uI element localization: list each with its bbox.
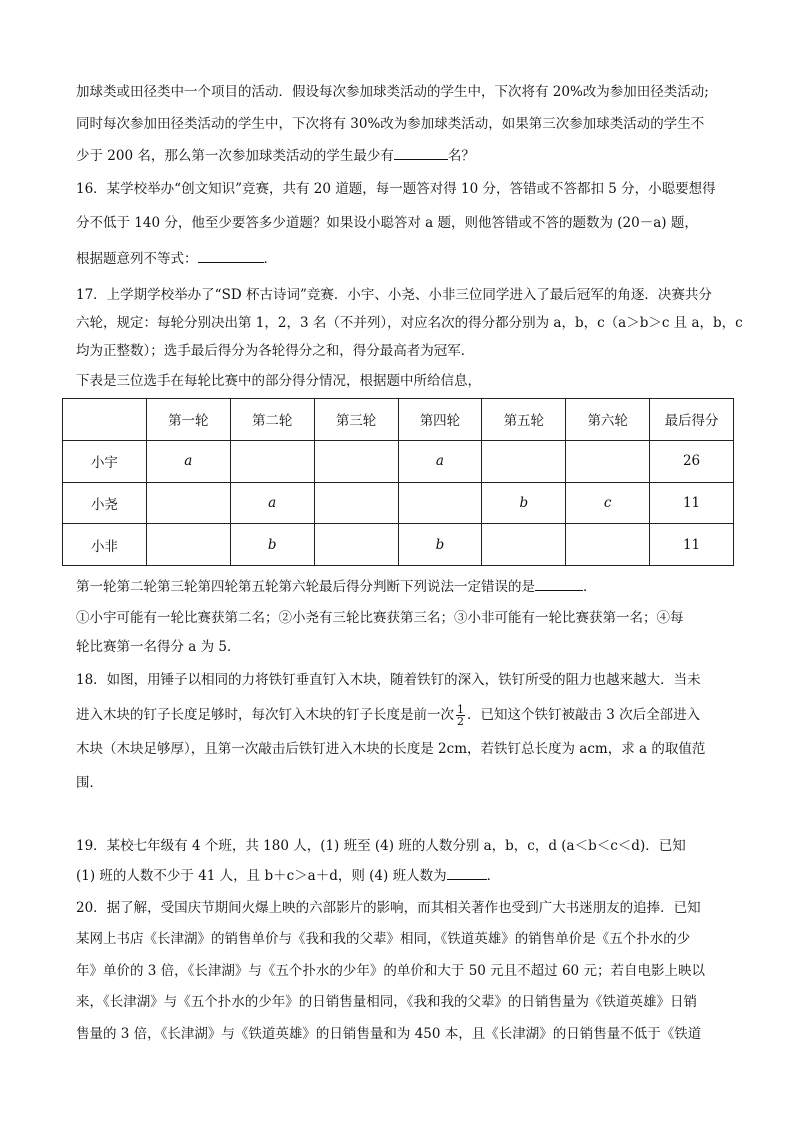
q18-line-1: 18．如图，用锤子以相同的力将铁钉垂直钉入木块，随着铁钉的深入，铁钉所受的阻力也越来越大．当未 (76, 672, 701, 688)
q17-after-table-text: 第一轮第二轮第三轮第四轮第五轮第六轮最后得分判断下列说法一定错误的是 (76, 579, 535, 595)
table-header-cell: 第六轮 (566, 399, 650, 441)
table-cell (146, 524, 230, 566)
table-cell: 11 (650, 524, 734, 566)
table-header-row (63, 399, 734, 441)
q17-line-1: 17．上学期学校举办了“SD 杯古诗词”竞赛．小宇、小尧、小非三位同学进入了最后冠军的角逐．决赛共分 (76, 287, 712, 303)
q16-line-3-text: 根据题意列不等式： (76, 251, 198, 267)
table-cell: c (566, 482, 650, 524)
table-cell (566, 524, 650, 566)
table-cell: 小尧 (63, 482, 147, 524)
q17-options-1: ①小宇可能有一轮比赛获第二名；②小尧有三轮比赛获第三名；③小非可能有一轮比赛获第一名；④每 (76, 610, 684, 626)
table-header-cell: 第一轮 (146, 399, 230, 441)
table-header-cell (63, 399, 147, 441)
table-cell: a (230, 482, 314, 524)
table-cell: 26 (650, 440, 734, 482)
table-header-cell: 第二轮 (230, 399, 314, 441)
q16-line-1: 16．某学校举办“创文知识”竞赛，共有 20 道题，每一题答对得 10 分，答错或不答都扣 5 分，小聪要想得 (76, 181, 716, 197)
fraction-numerator: 1 (457, 703, 464, 716)
table-cell (566, 440, 650, 482)
fraction-one-half (456, 704, 465, 727)
q15-line-3-end: 名？ (447, 148, 475, 164)
answer-blank (394, 147, 448, 160)
table-cell: 小非 (63, 524, 147, 566)
q20-line-1: 20．据了解，受国庆节期间火爆上映的六部影片的影响，而其相关著作也受到广大书迷朋友的追捧．已知 (76, 900, 701, 916)
table-header-cell: 第五轮 (482, 399, 566, 441)
table-row (63, 524, 734, 566)
table-header-cell: 第三轮 (314, 399, 398, 441)
q17-options-2: 轮比赛第一名得分 a 为 5． (76, 639, 241, 655)
fraction-denominator: 2 (457, 715, 464, 728)
table-cell (314, 440, 398, 482)
table-cell: b (398, 524, 482, 566)
table-cell (398, 482, 482, 524)
q20-line-2: 某网上书店《长津湖》的销售单价与《我和我的父辈》相同，《铁道英雄》的销售单价是《五个扑水的少 (76, 931, 691, 947)
q18-line-4: 围． (76, 775, 103, 791)
q17-line-3: 均为正整数）；选手最后得分为各轮得分之和，得分最高者为冠军． (76, 343, 475, 359)
q17-after-table (76, 578, 726, 596)
q19-line-2 (76, 867, 726, 885)
answer-blank (447, 867, 487, 880)
table-cell (146, 482, 230, 524)
table-cell: a (146, 440, 230, 482)
q18-line-2-end: ．已知这个铁钉被敲击 3 次后全部进入 (467, 707, 701, 723)
score-table (62, 398, 734, 566)
q17-line-2: 六轮，规定：每轮分别决出第 1，2，3 名（不并列），对应名次的得分都分别为 a，b，c（a＞b＞c 且 a，b，c (76, 315, 743, 331)
table-cell (314, 482, 398, 524)
table-cell (482, 440, 566, 482)
q15-line-3-text: 少于 200 名，那么第一次参加球类活动的学生最少有 (76, 148, 394, 164)
q19-line-2-end: ． (486, 868, 501, 884)
answer-blank (535, 578, 583, 591)
q20-line-4: 来，《长津湖》与《五个扑水的少年》的日销售量相同，《我和我的父辈》的日销售量为《铁道英雄》日销 (76, 994, 697, 1010)
q20-line-3: 年》单价的 3 倍，《长津湖》与《五个扑水的少年》的单价和大于 50 元且不超过 60 元；若自电影上映以 (76, 963, 705, 979)
q16-line-3 (76, 250, 726, 268)
table-cell: b (482, 482, 566, 524)
q16-line-2: 分不低于 140 分，他至少要答多少道题？如果设小聪答对 a 题，则他答错或不答的题数为 (20－a) 题， (76, 215, 698, 231)
table-header-cell: 第四轮 (398, 399, 482, 441)
table-cell: 11 (650, 482, 734, 524)
answer-blank (198, 250, 264, 263)
q15-line-1: 加球类或田径类中一个项目的活动．假设每次参加球类活动的学生中，下次将有 20%改为参加田径类活动; (76, 84, 709, 100)
table-cell: 小宇 (63, 440, 147, 482)
q18-line-3: 木块（木块足够厚），且第一次敲击后铁钉进入木块的长度是 2cm，若铁钉总长度为 acm，求 a 的取值范 (76, 741, 706, 757)
q17-line-4: 下表是三位选手在每轮比赛中的部分得分情况，根据题中所给信息， (76, 373, 481, 389)
table-cell (230, 440, 314, 482)
table-cell (482, 524, 566, 566)
q15-line-3 (76, 147, 726, 165)
table-cell: a (398, 440, 482, 482)
table-header-cell: 最后得分 (650, 399, 734, 441)
table-row (63, 440, 734, 482)
q19-line-2-text: (1) 班的人数不少于 41 人，且 b＋c＞a＋d，则 (4) 班人数为 (76, 868, 447, 884)
q18-line-2 (76, 704, 726, 727)
q17-after-table-end: ． (583, 579, 597, 595)
table-cell (314, 524, 398, 566)
q19-line-1: 19．某校七年级有 4 个班，共 180 人，(1) 班至 (4) 班的人数分别 a，b，c，d (a＜b＜c＜d)．已知 (76, 838, 686, 854)
q20-line-5: 售量的 3 倍，《长津湖》与《铁道英雄》的日销售量和为 450 本，且《长津湖》的日销售量不低于《铁道 (76, 1026, 702, 1042)
q16-line-3-end: ． (263, 251, 277, 267)
q15-line-2: 同时每次参加田径类活动的学生中，下次将有 30%改为参加球类活动，如果第三次参加球类活动的学生不 (76, 116, 705, 132)
table-row (63, 482, 734, 524)
q18-line-2-text: 进入木块的钉子长度足够时，每次钉入木块的钉子长度是前一次 (76, 707, 454, 723)
table-cell: b (230, 524, 314, 566)
